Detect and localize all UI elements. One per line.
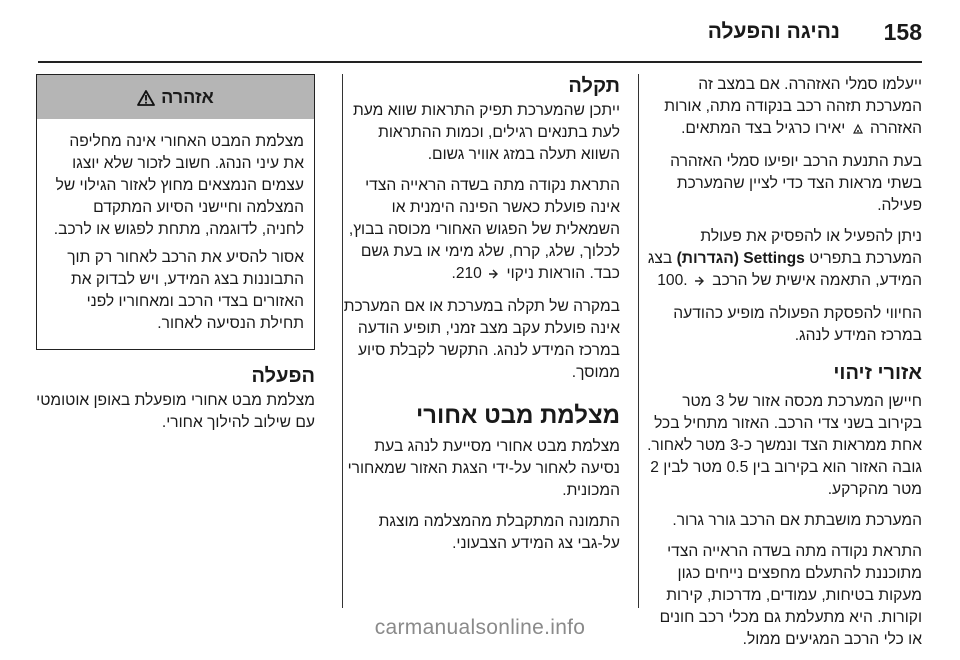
section-heading: תקלה [568,75,620,97]
paragraph: התמונה המתקבלת מהמצלמה מוצגת על-גבי צג המידע הצבעוני. [378,513,620,552]
warning-title: אזהרה [161,87,214,107]
paragraph: התראת נקודה מתה בשדה הראייה הצדי מתוכננת להתעלם מחפצים נייחים כגון מעקות בטיחות, עמודים, מדרכות, קירות וקורות. היא מתעלמת גם מכלי רכב חונים או כלי הרכב המגיעים ממול. [659,543,922,648]
paragraph: החיווי להפסקת הפעולה מופיע כהודעה במרכז המידע לנהג. [673,305,922,344]
column-right [646,74,922,660]
page-reference: 210. [451,265,482,282]
column-left [36,74,315,443]
paragraph: ייתכן שהמערכת תפיק התראות שווא מעת לעת בתנאים רגילים, וכמות ההתראות השווא תעלה במזג אוויר גשום. [352,102,620,163]
paragraph: בעת התנעת הרכב יופיעו סמלי האזהרה בשתי מראות הצד כדי לציין שהמערכת פעילה. [670,153,922,214]
page-reference-icon [694,272,706,294]
page-number: 158 [883,19,922,45]
warning-box [36,74,315,350]
page-reference: .100 [657,272,688,289]
warning-header [37,75,314,119]
warning-paragraph: אסור להסיע את הרכב לאחור רק תוך התבוננות בצג המידע, ויש לבדוק את האזורים בצדי הרכב ומאחוריו לפני תחילת הנסיעה לאחור. [67,249,304,332]
section-heading: הפעלה [251,365,315,387]
column-middle [340,74,620,564]
paragraph: במקרה של תקלה במערכת או אם המערכת אינה פועלת עקב מצב זמני, תופיע הודעה במרכז המידע לנהג. התקשר לקבלת סיוע ממוסך. [343,298,620,381]
chapter-title: נהיגה והפעלה [707,20,840,43]
paragraph: מצלמת מבט אחורי מופעלת באופן אוטומטי עם שילוב להילוך אחורי. [36,392,315,431]
warning-body [37,119,314,349]
paragraph: מצלמת מבט אחורי מסייעת לנהג בעת נסיעה לאחור על-ידי הצגת האזור שמאחורי המכונית. [347,438,620,499]
paragraph: חיישן המערכת מכסה אזור של 3 מטר בקירוב בשני צדי הרכב. האזור מתחיל בכל אחת ממראות הצד ונמשך כ-3 מטר לאחור. גובה האזור הוא בקירוב בין 0.5 מטר לבין 2 מטר מהקרקע. [647,393,922,498]
paragraph: ייעלמו סמלי האזהרה. אם במצב זה המערכת תזהה רכב בנקודה מתה, אורות האזהרה יאירו כרגיל בצד המתאים. [646,74,922,142]
settings-menu-label: Settings (הגדרות) [676,250,805,267]
column-divider-right [638,74,639,608]
warning-triangle-icon [137,89,155,105]
page-header [0,0,960,60]
section-heading: אזורי זיהוי [833,362,922,384]
header-divider [38,61,922,63]
watermark: carmanualsonline.info [374,616,586,639]
paragraph: התראת נקודה מתה בשדה הראייה הצדי אינה פועלת כאשר הפינה הימנית או השמאלית של הפגוש האחורי מכוסה בבוץ, לכלוך, שלג, קרח, שלג מימי או בעת גשם כבד. הוראות ניקוי 210. [340,175,620,287]
warning-paragraph: מצלמת המבט האחורי אינה מחליפה את עיני הנהג. חשוב לזכור שלא יוצגו עצמים הנמצאים מחוץ לאזור הגילוי של המצלמה וחיישני הסיוע המתקדם לחניה, לדוגמה, מתחת לפגוש או לרכב. [53,133,304,238]
blind-spot-warning-icon [852,120,864,142]
paragraph: המערכת מושבתת אם הרכב גורר גרור. [672,512,922,529]
section-heading: מצלמת מבט אחורי [415,402,620,429]
paragraph: ניתן להפעיל או להפסיק את פעולת המערכת בתפריט Settings (הגדרות) בצג המידע, התאמה אישית של הרכב .100 [646,226,922,294]
page-reference-icon [488,265,500,287]
